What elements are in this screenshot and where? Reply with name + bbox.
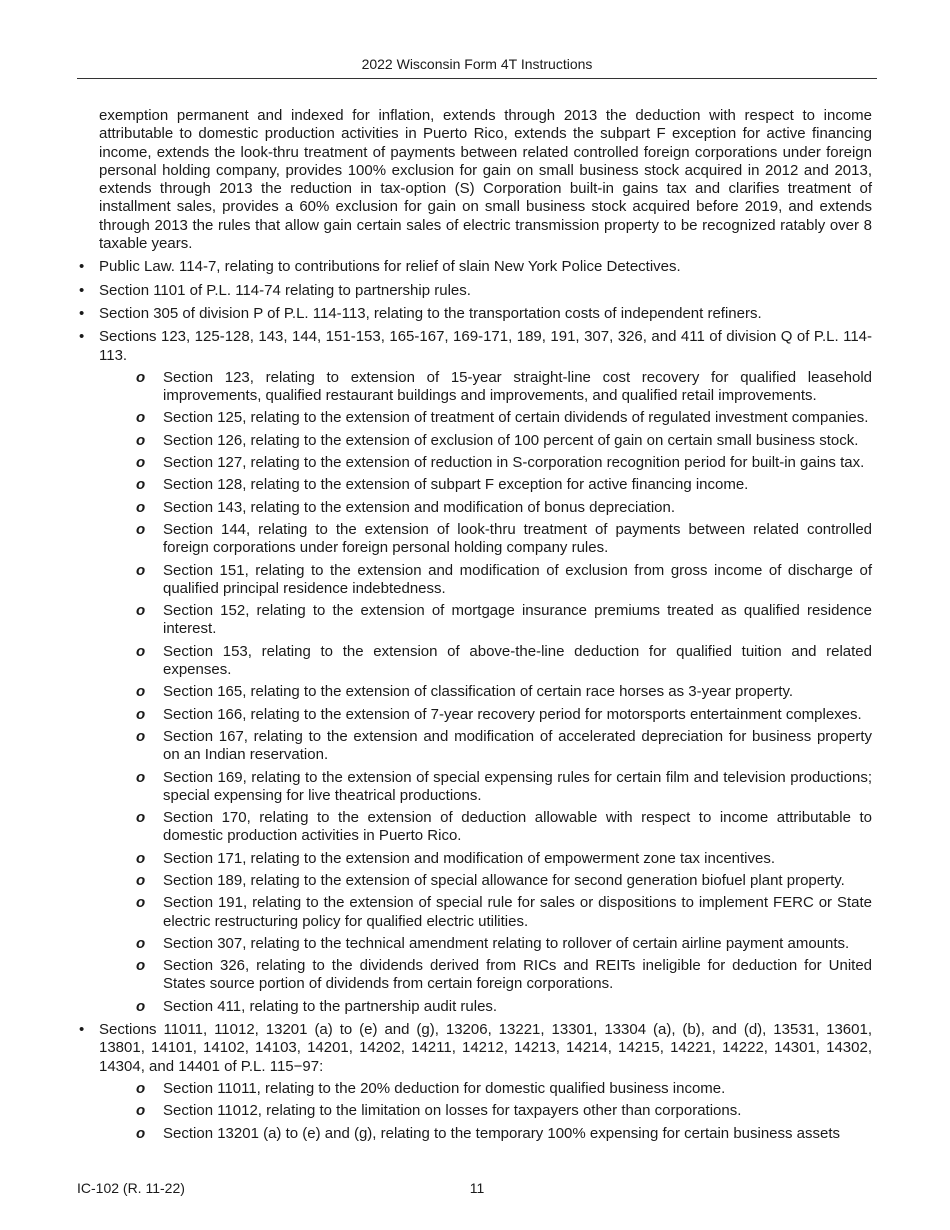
list-item-text: Public Law. 114-7, relating to contributions for relief of slain New York Police Detectives. <box>99 258 681 276</box>
sub-list-item <box>99 521 872 558</box>
sub-list-item-text: Section 166, relating to the extension of 7-year recovery period for motorsports entertainment complexes. <box>163 705 862 723</box>
sub-list-item <box>99 562 872 599</box>
sub-list-item-text: Section 167, relating to the extension and modification of accelerated depreciation for business property on an Indian reservation. <box>163 727 872 764</box>
sub-bullet-icon: o <box>136 871 146 889</box>
sub-bullet-icon: o <box>136 934 146 952</box>
sub-list-item-text: Section 126, relating to the extension of exclusion of 100 percent of gain on certain small business stock. <box>163 431 859 449</box>
sub-list-item <box>99 998 872 1016</box>
sub-list-item-text: Section 169, relating to the extension of special expensing rules for certain film and television productions; special expensing for live theatrical productions. <box>163 768 872 804</box>
sub-list-item <box>99 706 872 724</box>
sub-list-item-text: Section 127, relating to the extension of reduction in S-corporation recognition period for built-in gains tax. <box>163 454 865 472</box>
sub-bullet-icon: o <box>136 602 146 620</box>
sub-list-item-text: Section 128, relating to the extension of subpart F exception for active financing income. <box>163 476 749 494</box>
sub-bullet-icon: o <box>136 1124 146 1142</box>
sub-list-item-text: Section 151, relating to the extension and modification of exclusion from gross income of discharge of qualified principal residence indebtedness. <box>163 561 872 597</box>
intro-paragraph: exemption permanent and indexed for inflation, extends through 2013 the deduction with respect to income attributable to domestic production activities in Puerto Rico, extends the subpart F exception for active financing income, extends the look-thru treatment of payments between related controlled foreign corporations under foreign personal holding company, provides 100% exclusion for gain on small business stock acquired in 2012 and 2013, extends through 2013 the reduction in tax-option (S) Corporation built-in gains tax and clarifies treatment of installment sales, provides a 60% exclusion for gain on small business stock acquired before 2019, and extends through 2013 the rules that allow gain certain sales of electric transmission property to be recognized ratably over 8 taxable years. <box>99 107 872 253</box>
sub-bullet-icon: o <box>136 1079 146 1097</box>
list-item <box>77 1021 872 1143</box>
sub-list-item-text: Section 153, relating to the extension of above-the-line deduction for qualified tuition and related expenses. <box>163 642 872 679</box>
header-divider <box>77 78 877 79</box>
sub-list-item-text: Section 191, relating to the extension of special rule for sales or dispositions to implement FERC or State electric restructuring policy for qualified electric utilities. <box>163 894 872 930</box>
sub-list-item <box>99 409 872 427</box>
sub-list-item <box>99 809 872 846</box>
bullet-icon: • <box>79 328 85 346</box>
sub-bullet-icon: o <box>136 849 146 867</box>
sub-list <box>99 369 872 1016</box>
sub-list-item-text: Section 152, relating to the extension of mortgage insurance premiums treated as qualified residence interest. <box>163 602 872 638</box>
form-code: IC-102 (R. 11-22) <box>77 1180 185 1196</box>
list-item-text: Section 1101 of P.L. 114-74 relating to partnership rules. <box>99 281 471 299</box>
document-body <box>77 107 872 1143</box>
sub-bullet-icon: o <box>136 809 146 827</box>
sub-bullet-icon: o <box>136 705 146 723</box>
list-item <box>77 282 872 300</box>
sub-list-item <box>99 872 872 890</box>
sub-list-item-text: Section 189, relating to the extension of special allowance for second generation biofuel plant property. <box>163 871 845 889</box>
bullet-icon: • <box>79 304 85 322</box>
sub-list-item <box>99 602 872 639</box>
sub-list-item <box>99 1080 872 1098</box>
sub-bullet-icon: o <box>136 997 146 1015</box>
sub-bullet-icon: o <box>136 498 146 516</box>
sub-list-item-text: Section 143, relating to the extension and modification of bonus depreciation. <box>163 498 676 516</box>
sub-list-item <box>99 894 872 931</box>
list-item-text: Sections 11011, 11012, 13201 (a) to (e) and (g), 13206, 13221, 13301, 13304 (a), (b), and (d), 13531, 13601, 13801, 14101, 14102, 14103, 14201, 14202, 14211, 14212, 14213, 14214, 14215, 14221, 14222, 14301, 14302, 14304, and 14401 of P.L. 115−97: <box>99 1021 872 1075</box>
sub-list-item-text: Section 170, relating to the extension of deduction allowable with respect to income attributable to domestic production activities in Puerto Rico. <box>163 809 872 845</box>
list-item <box>77 328 872 1016</box>
bullet-icon: • <box>79 1021 85 1039</box>
sub-list-item-text: Section 326, relating to the dividends derived from RICs and REITs ineligible for deduction for United States source portion of dividends from certain foreign corporations. <box>163 957 872 993</box>
sub-list-item <box>99 683 872 701</box>
sub-list-item <box>99 1125 872 1143</box>
sub-bullet-icon: o <box>136 476 146 494</box>
sub-bullet-icon: o <box>136 368 146 386</box>
list-item <box>77 258 872 276</box>
sub-bullet-icon: o <box>136 454 146 472</box>
sub-bullet-icon: o <box>136 1102 146 1120</box>
sub-list-item-text: Section 123, relating to extension of 15-year straight-line cost recovery for qualified leasehold improvements, qualified restaurant buildings and improvements, and qualified retail improvements. <box>163 368 872 405</box>
sub-list <box>99 1080 872 1143</box>
page-number: 11 <box>469 1180 485 1196</box>
sub-list-item-text: Section 411, relating to the partnership audit rules. <box>163 997 498 1015</box>
sub-list-item-text: Section 171, relating to the extension and modification of empowerment zone tax incentives. <box>163 849 776 867</box>
sub-list-item <box>99 454 872 472</box>
sub-list-item-text: Section 11011, relating to the 20% deduction for domestic qualified business income. <box>163 1079 726 1097</box>
sub-list-item-text: Section 11012, relating to the limitation on losses for taxpayers other than corporations. <box>163 1102 742 1120</box>
sub-list-item <box>99 850 872 868</box>
sub-list-item-text: Section 125, relating to the extension of treatment of certain dividends of regulated investment companies. <box>163 409 869 427</box>
sub-bullet-icon: o <box>136 409 146 427</box>
sub-bullet-icon: o <box>136 768 146 786</box>
sub-list-item-text: Section 144, relating to the extension of look-thru treatment of payments between related controlled foreign corporations under foreign personal holding company rules. <box>163 520 872 557</box>
sub-list-item <box>99 769 872 806</box>
sub-bullet-icon: o <box>136 727 146 745</box>
sub-list-item <box>99 957 872 994</box>
sub-bullet-icon: o <box>136 683 146 701</box>
sub-bullet-icon: o <box>136 957 146 975</box>
list-item-text: Sections 123, 125-128, 143, 144, 151-153, 165-167, 169-171, 189, 191, 307, 326, and 411 of division Q of P.L. 114-113. <box>99 328 872 364</box>
sub-bullet-icon: o <box>136 431 146 449</box>
sub-bullet-icon: o <box>136 642 146 660</box>
page-header-title: 2022 Wisconsin Form 4T Instructions <box>361 56 593 72</box>
sub-list-item-text: Section 307, relating to the technical amendment relating to rollover of certain airline payment amounts. <box>163 934 850 952</box>
bullet-icon: • <box>79 281 85 299</box>
sub-list-item-text: Section 13201 (a) to (e) and (g), relating to the temporary 100% expensing for certain business assets <box>163 1124 841 1142</box>
law-list <box>77 258 872 1142</box>
list-item-text: Section 305 of division P of P.L. 114-113, relating to the transportation costs of independent refiners. <box>99 304 762 322</box>
sub-bullet-icon: o <box>136 894 146 912</box>
sub-list-item <box>99 728 872 765</box>
sub-list-item <box>99 643 872 680</box>
list-item <box>77 305 872 323</box>
sub-bullet-icon: o <box>136 561 146 579</box>
sub-list-item <box>99 432 872 450</box>
sub-list-item-text: Section 165, relating to the extension of classification of certain race horses as 3-year property. <box>163 683 794 701</box>
sub-list-item <box>99 369 872 406</box>
sub-list-item <box>99 476 872 494</box>
sub-list-item <box>99 1102 872 1120</box>
sub-list-item <box>99 935 872 953</box>
sub-list-item <box>99 499 872 517</box>
sub-bullet-icon: o <box>136 520 146 538</box>
bullet-icon: • <box>79 258 85 276</box>
